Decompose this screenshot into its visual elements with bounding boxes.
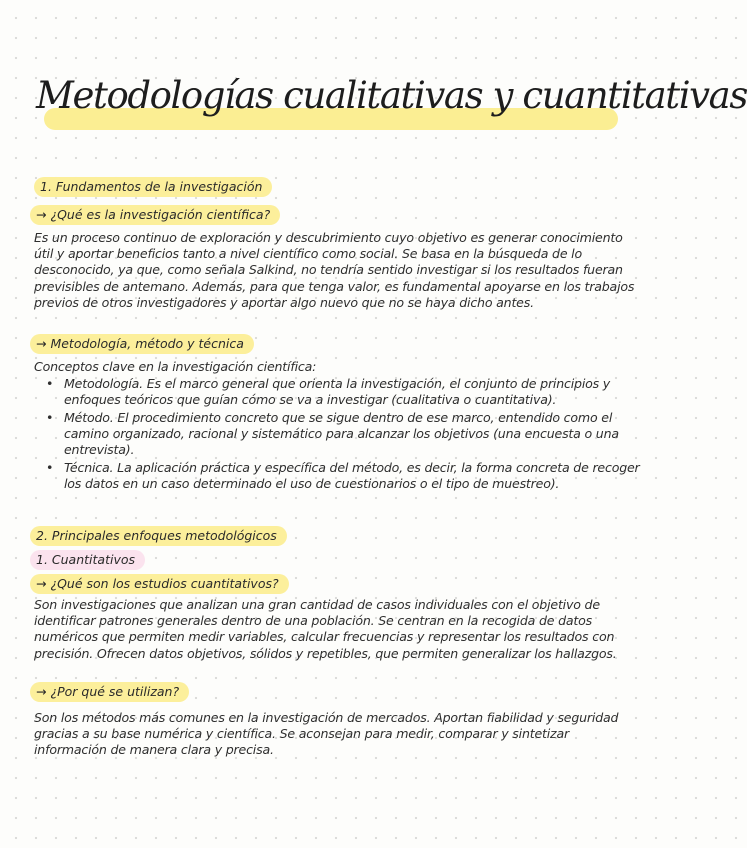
list-item-text: Metodología. Es el marco general que orienta la investigación, el conjunto de principios y enfoques teóricos que guían cómo se va a investigar (cualitativa o cuantitativa). — [64, 376, 611, 407]
paragraph-por-que-se-utilizan: Son los métodos más comunes en la investigación de mercados. Aportan fiabilidad y seguridad gracias a su base numérica y científica. Se aconsejan para medir, comparar y sintetizar información de manera clara y precisa. — [34, 710, 619, 758]
list-item — [46, 410, 644, 458]
paragraph-investigacion-cientifica: Es un proceso continuo de exploración y descubrimiento cuyo objetivo es generar conocimiento útil y aportar beneficios tanto a nivel científico como social. Se basa en la búsqueda de lo desconocido, ya que, como señala Salkind, no tendría sentido investigar si los resultados fueran previsibles de antemano. Además, para que tenga valor, es fundamental apoyarse en los trabajos previos de otros investigadores y aportar algo nuevo que no se haya dicho antes. — [34, 230, 635, 310]
page-title: Metodologías cualitativas y cuantitativas — [36, 74, 747, 117]
list-item-text: Método. El procedimiento concreto que se sigue dentro de ese marco, entendido como el camino organizado, racional y sistemático para alcanzar los objetivos (una encuesta o una entrevista). — [64, 410, 619, 457]
concepts-intro: Conceptos clave en la investigación científica: — [34, 359, 317, 374]
section-heading-enfoques: 2. Principales enfoques metodológicos — [30, 526, 287, 546]
list-item-text: Técnica. La aplicación práctica y específica del método, es decir, la forma concreta de recoger los datos en un caso determinado el uso de cuestionarios o el tipo de muestreo). — [64, 460, 640, 491]
bullet-icon: • — [46, 410, 54, 425]
list-item — [46, 460, 644, 492]
subheading-metodologia-metodo-tecnica: → Metodología, método y técnica — [30, 334, 254, 354]
page-title-block — [36, 70, 747, 140]
concepts-list-block — [34, 359, 644, 494]
subsection-heading-cuantitativos: 1. Cuantitativos — [30, 550, 145, 570]
list-item — [46, 376, 644, 408]
subheading-por-que-se-utilizan: → ¿Por qué se utilizan? — [30, 682, 189, 702]
paragraph-estudios-cuantitativos: Son investigaciones que analizan una gran cantidad de casos individuales con el objetivo de identificar patrones generales dentro de una población. Se centran en la recogida de datos numéricos que permiten medir variables, calcular frecuencias y representar los resultados con precisión. Ofrecen datos objetivos, sólidos y repetibles, que permiten generalizar los hallazgos. — [34, 597, 617, 661]
concepts-list — [34, 376, 644, 492]
section-heading-fundamentos: 1. Fundamentos de la investigación — [34, 177, 272, 197]
bullet-icon: • — [46, 460, 54, 475]
bullet-icon: • — [46, 376, 54, 391]
subheading-estudios-cuantitativos: → ¿Qué son los estudios cuantitativos? — [30, 574, 289, 594]
subheading-que-es-investigacion: → ¿Qué es la investigación científica? — [30, 205, 280, 225]
